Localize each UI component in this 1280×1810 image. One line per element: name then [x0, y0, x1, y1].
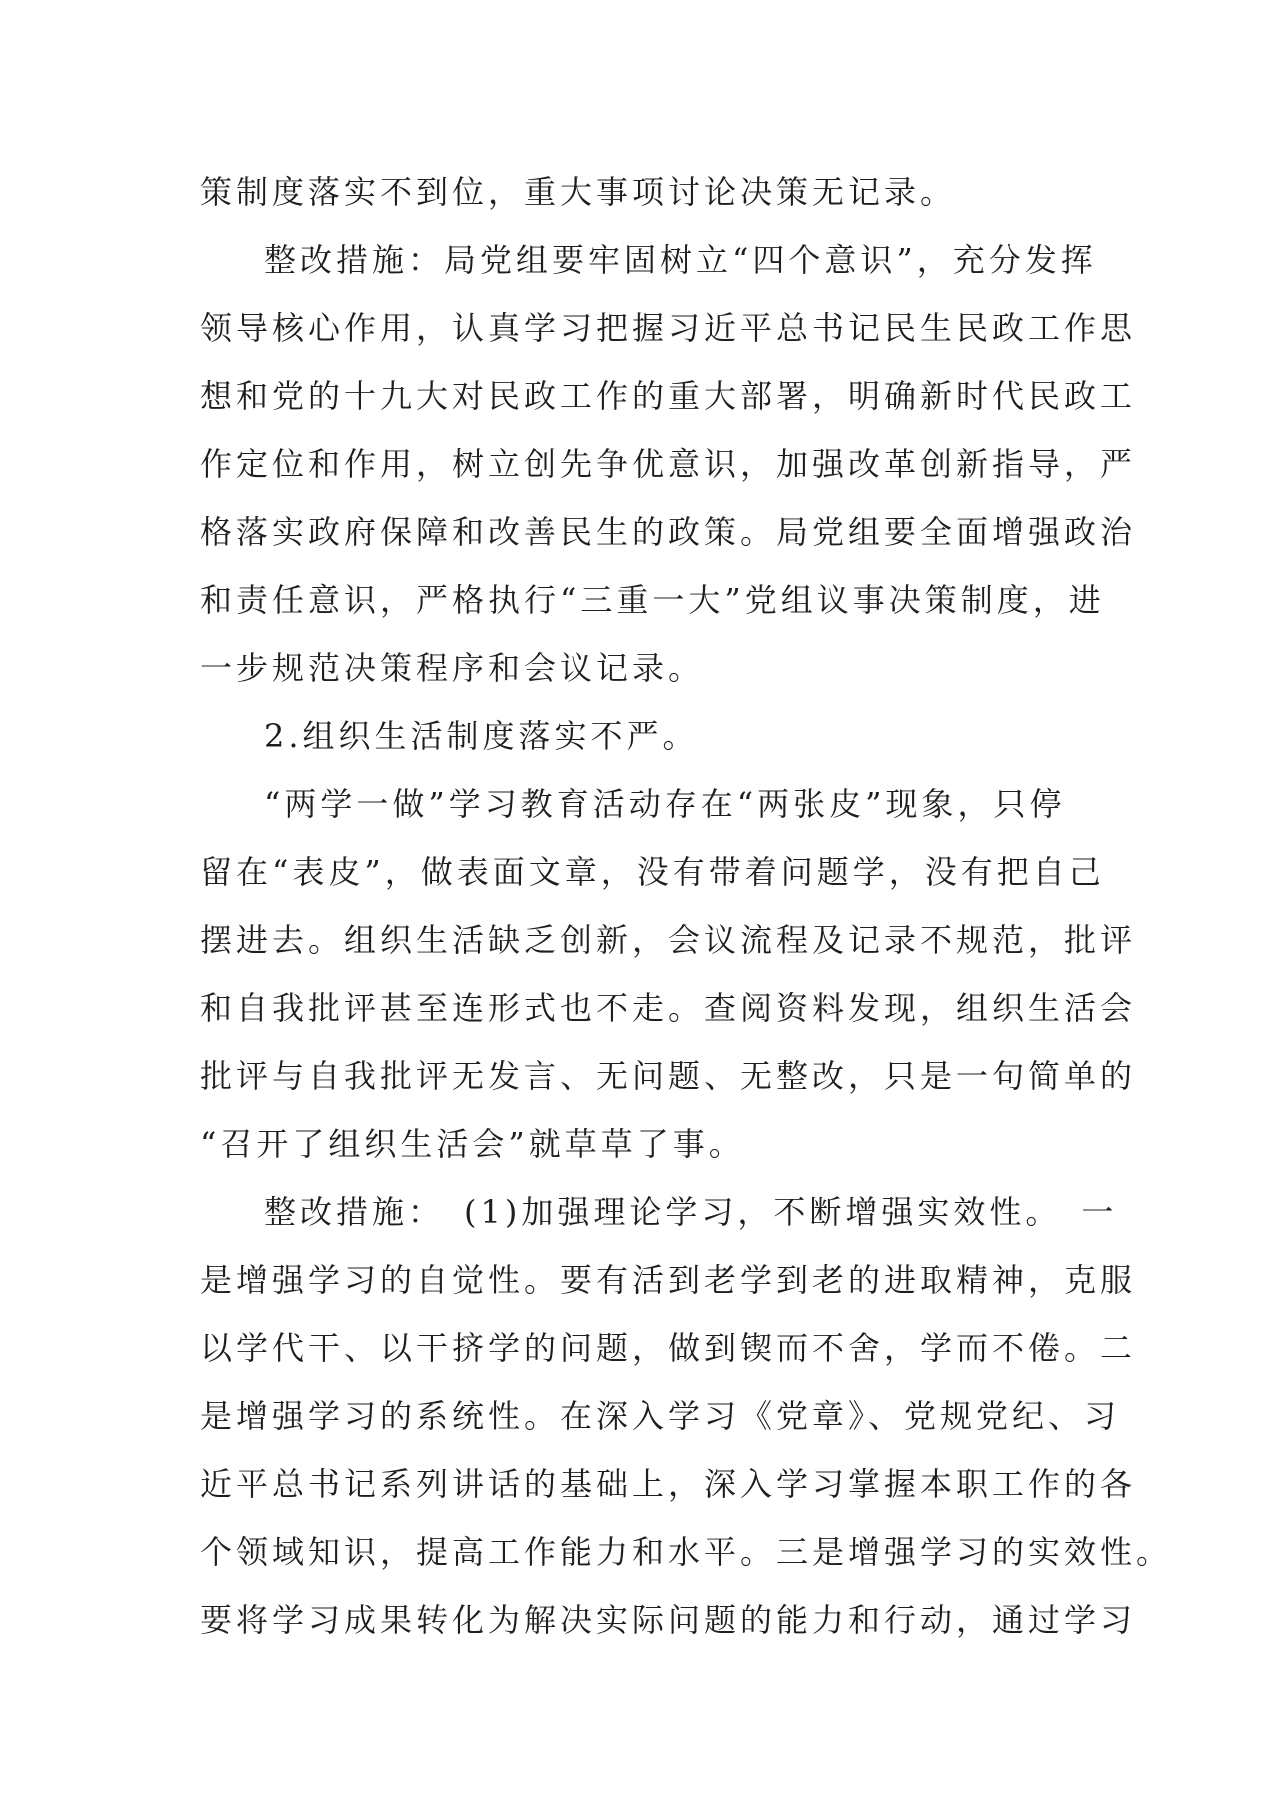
- paragraph-start-line: 整改措施：局党组要牢固树立“四个意识”，充分发挥: [264, 241, 1097, 279]
- text-line: 和自我批评甚至连形式也不走。查阅资料发现，组织生活会: [200, 989, 1137, 1027]
- text-line: 想和党的十九大对民政工作的重大部署，明确新时代民政工: [200, 377, 1137, 415]
- document-body: [200, 158, 1173, 1654]
- section-heading: 2.组织生活制度落实不严。: [264, 717, 699, 755]
- text-line: 要将学习成果转化为解决实际问题的能力和行动，通过学习: [200, 1601, 1137, 1639]
- text-line: 以学代干、以干挤学的问题，做到锲而不舍，学而不倦。二: [200, 1329, 1137, 1367]
- text-line: 一步规范决策程序和会议记录。: [200, 649, 705, 687]
- text-line: 是增强学习的自觉性。要有活到老学到老的进取精神，克服: [200, 1261, 1137, 1299]
- text-line: 近平总书记系列讲话的基础上，深入学习掌握本职工作的各: [200, 1465, 1137, 1503]
- text-line: “召开了组织生活会”就草草了事。: [200, 1125, 745, 1163]
- text-line: 和责任意识，严格执行“三重一大”党组议事决策制度，进: [200, 581, 1105, 619]
- text-line: 领导核心作用，认真学习把握习近平总书记民生民政工作思: [200, 309, 1137, 347]
- text-line: 个领域知识，提高工作能力和水平。三是增强学习的实效性。: [200, 1533, 1173, 1571]
- text-line: 摆进去。组织生活缺乏创新，会议流程及记录不规范，批评: [200, 921, 1137, 959]
- text-line: 格落实政府保障和改善民生的政策。局党组要全面增强政治: [200, 513, 1137, 551]
- paragraph-start-line: “两学一做”学习教育活动存在“两张皮”现象，只停: [264, 785, 1066, 823]
- text-line: 策制度落实不到位，重大事项讨论决策无记录。: [200, 173, 957, 211]
- text-line: 批评与自我批评无发言、无问题、无整改，只是一句简单的: [200, 1057, 1137, 1095]
- text-line: 是增强学习的系统性。在深入学习《党章》、党规党纪、习: [200, 1397, 1121, 1435]
- text-line: 作定位和作用，树立创先争优意识，加强改革创新指导，严: [200, 445, 1137, 483]
- text-line: 留在“表皮”，做表面文章，没有带着问题学，没有把自己: [200, 853, 1105, 891]
- paragraph-start-line: 整改措施： (1)加强理论学习，不断增强实效性。 一: [264, 1193, 1118, 1231]
